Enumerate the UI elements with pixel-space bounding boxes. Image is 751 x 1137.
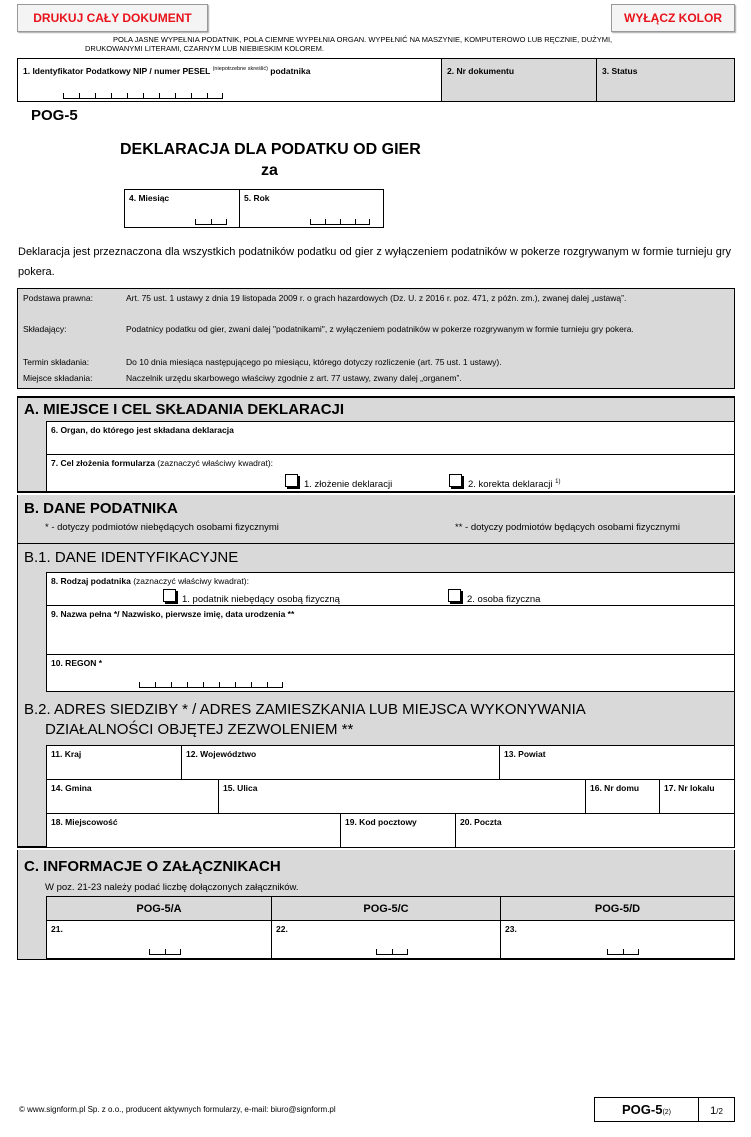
month-ticks — [195, 219, 227, 225]
field-2-document-number — [441, 58, 597, 102]
field-11-country[interactable] — [46, 745, 182, 780]
info-text-deadline: Do 10 dnia miesiąca następującego po miesiącu, którego dotyczy rozliczenie (art. 75 ust. 1 ustawy). — [126, 357, 502, 367]
info-label-submitter: Składający: — [23, 324, 67, 334]
field-12-province[interactable] — [181, 745, 500, 780]
info-label-deadline: Termin składania: — [23, 357, 90, 367]
field-21-label: 21. — [51, 924, 63, 934]
field-10-label: 10. REGON * — [51, 658, 103, 668]
field-21-ticks — [149, 949, 181, 955]
field-17-apartment-number[interactable] — [659, 779, 735, 814]
field-14-label: 14. Gmina — [51, 783, 92, 793]
field-2-label: 2. Nr dokumentu — [447, 66, 515, 76]
year-ticks — [310, 219, 370, 225]
field-19-label: 19. Kod pocztowy — [345, 817, 417, 827]
checkbox-correction[interactable] — [449, 474, 462, 487]
info-label-place: Miejsce składania: — [23, 373, 93, 383]
option-submission-label: 1. złożenie deklaracji — [304, 479, 393, 490]
field-16-label: 16. Nr domu — [590, 783, 640, 793]
field-1-sup: (niepotrzebne skreślić) — [212, 66, 268, 73]
field-1-nip-pesel[interactable] — [17, 58, 442, 102]
field-9-full-name[interactable] — [46, 605, 735, 655]
page-title: DEKLARACJA DLA PODATKU OD GIER — [120, 141, 421, 158]
instructions-line-2: DRUKOWANYMI LITERAMI, CZARNYM LUB NIEBIESKIM KOLOREM. — [85, 44, 324, 53]
field-8-hint: (zaznaczyć właściwy kwadrat): — [133, 576, 249, 586]
field-8-label-wrap — [51, 576, 249, 586]
col-header-pog5c: POG-5/C — [271, 896, 501, 921]
form-code: POG-5 — [31, 107, 78, 124]
footer-form-version: (2) — [662, 1109, 672, 1116]
checkbox-natural-person[interactable] — [448, 589, 461, 602]
footer-page: 1 — [710, 1105, 717, 1117]
legal-info-box — [17, 288, 735, 389]
field-23-label: 23. — [505, 924, 517, 934]
option-natural-person-label: 2. osoba fizyczna — [467, 594, 541, 605]
title-za: za — [261, 162, 278, 179]
field-11-label: 11. Kraj — [51, 749, 82, 759]
footer-page-total: /2 — [716, 1107, 723, 1116]
nip-ticks — [63, 93, 223, 99]
col-header-pog5d: POG-5/D — [500, 896, 735, 921]
section-c — [17, 850, 735, 960]
note-legal-entity: * - dotyczy podmiotów niebędących osobami fizycznymi — [45, 522, 279, 533]
section-b — [17, 495, 735, 848]
b2-title-line-2: DZIAŁALNOŚCI OBJĘTEJ ZEZWOLENIEM ** — [45, 721, 354, 738]
section-c-note: W poz. 21-23 należy podać liczbę dołączonych załączników. — [45, 882, 299, 893]
field-1-suffix: podatnika — [270, 66, 311, 76]
footer-form-id — [594, 1097, 735, 1122]
field-23-ticks — [607, 949, 639, 955]
instructions — [85, 35, 673, 53]
footer-copyright: © www.signform.pl Sp. z o.o., producent aktywnych formularzy, e-mail: biuro@signform.pl — [19, 1105, 336, 1114]
field-8-taxpayer-type — [46, 572, 735, 606]
field-4-label: 4. Miesiąc — [129, 193, 170, 203]
footer-form-cell — [595, 1098, 699, 1121]
field-15-street[interactable] — [218, 779, 586, 814]
field-17-label: 17. Nr lokalu — [664, 783, 715, 793]
field-15-label: 15. Ulica — [223, 783, 258, 793]
note-natural-person: ** - dotyczy podmiotów będących osobami fizycznymi — [455, 522, 680, 533]
option-legal-entity-label: 1. podatnik niebędący osobą fizyczną — [182, 594, 340, 605]
option-correction-sup: 1) — [555, 479, 561, 485]
b1-divider — [18, 543, 734, 544]
checkbox-legal-entity[interactable] — [163, 589, 176, 602]
field-5-year[interactable] — [239, 189, 384, 228]
field-21-pog5a-count[interactable] — [46, 920, 272, 959]
field-7-purpose — [46, 454, 735, 492]
field-9-label: 9. Nazwa pełna */ Nazwisko, pierwsze imię, data urodzenia ** — [51, 609, 295, 619]
checkbox-submission[interactable] — [285, 474, 298, 487]
b2-title-line-1: B.2. ADRES SIEDZIBY * / ADRES ZAMIESZKANIA LUB MIEJSCA WYKONYWANIA — [24, 701, 586, 718]
info-text-legal-basis: Art. 75 ust. 1 ustawy z dnia 19 listopada 2009 r. o grach hazardowych (Dz. U. z 2016 r. poz. 471, z późn. zm.), zwanej dalej „ustawą”. — [126, 293, 627, 303]
field-16-house-number[interactable] — [585, 779, 660, 814]
field-6-label: 6. Organ, do którego jest składana deklaracja — [51, 425, 234, 435]
footer-page-number — [699, 1098, 734, 1121]
field-13-county[interactable] — [499, 745, 735, 780]
field-23-pog5d-count[interactable] — [500, 920, 735, 959]
field-6-tax-office[interactable] — [46, 421, 735, 455]
field-7-hint: (zaznaczyć właściwy kwadrat): — [157, 458, 274, 468]
field-5-label: 5. Rok — [244, 193, 270, 203]
field-8-label: 8. Rodzaj podatnika — [51, 576, 131, 586]
field-7-label: 7. Cel złożenia formularza — [51, 458, 155, 468]
info-text-submitter: Podatnicy podatku od gier, zwani dalej "podatnikami", z wyłączeniem podatników w pokerze rozgrywanym w formie turnieju gry pokera. — [126, 324, 634, 334]
field-18-label: 18. Miejscowość — [51, 817, 118, 827]
option-correction-label: 2. korekta deklaracji — [468, 479, 553, 491]
info-text-place: Naczelnik urzędu skarbowego właściwy zgodnie z art. 77 ustawy, zwany dalej „organem”. — [126, 373, 462, 383]
field-22-pog5c-count[interactable] — [271, 920, 501, 959]
intro-text: Deklaracja jest przeznaczona dla wszystkich podatników podatku od gier z wyłączeniem podatników w pokerze rozgrywanym w formie turnieju gry pokera. — [18, 246, 731, 278]
field-3-status — [596, 58, 735, 102]
field-10-regon[interactable] — [46, 654, 735, 692]
field-13-label: 13. Powiat — [504, 749, 546, 759]
footer-form-code: POG-5 — [621, 1102, 663, 1117]
field-7-label-wrap — [51, 458, 273, 468]
field-22-ticks — [376, 949, 408, 955]
col-header-pog5a: POG-5/A — [46, 896, 272, 921]
section-c-title: C. INFORMACJE O ZAŁĄCZNIKACH — [24, 858, 281, 875]
field-18-city[interactable] — [46, 813, 341, 848]
field-19-postal-code[interactable] — [340, 813, 456, 848]
info-label-legal-basis: Podstawa prawna: — [23, 293, 93, 303]
b1-title: B.1. DANE IDENTYFIKACYJNE — [24, 549, 239, 566]
field-20-label: 20. Poczta — [460, 817, 502, 827]
print-document-button[interactable]: DRUKUJ CAŁY DOKUMENT — [17, 4, 208, 32]
field-12-label: 12. Województwo — [186, 749, 257, 759]
disable-color-button[interactable]: WYŁĄCZ KOLOR — [611, 4, 735, 32]
regon-ticks — [139, 682, 283, 688]
field-20-post-office[interactable] — [455, 813, 735, 848]
field-22-label: 22. — [276, 924, 288, 934]
section-a-title: A. MIEJSCE I CEL SKŁADANIA DEKLARACJI — [24, 401, 345, 418]
option-correction-label-wrap — [468, 479, 560, 490]
field-14-commune[interactable] — [46, 779, 219, 814]
field-1-label: 1. Identyfikator Podatkowy NIP / numer PESEL — [23, 66, 211, 76]
section-b-title: B. DANE PODATNIKA — [24, 500, 178, 517]
field-3-label: 3. Status — [602, 66, 638, 76]
section-a — [17, 396, 735, 493]
instructions-line-1: POLA JASNE WYPEŁNIA PODATNIK, POLA CIEMNE WYPEŁNIA ORGAN. WYPEŁNIĆ NA MASZYNIE, KOMPUTEROWO LUB RĘCZNIE, DUŻYMI, — [113, 35, 613, 44]
field-4-month[interactable] — [124, 189, 240, 228]
